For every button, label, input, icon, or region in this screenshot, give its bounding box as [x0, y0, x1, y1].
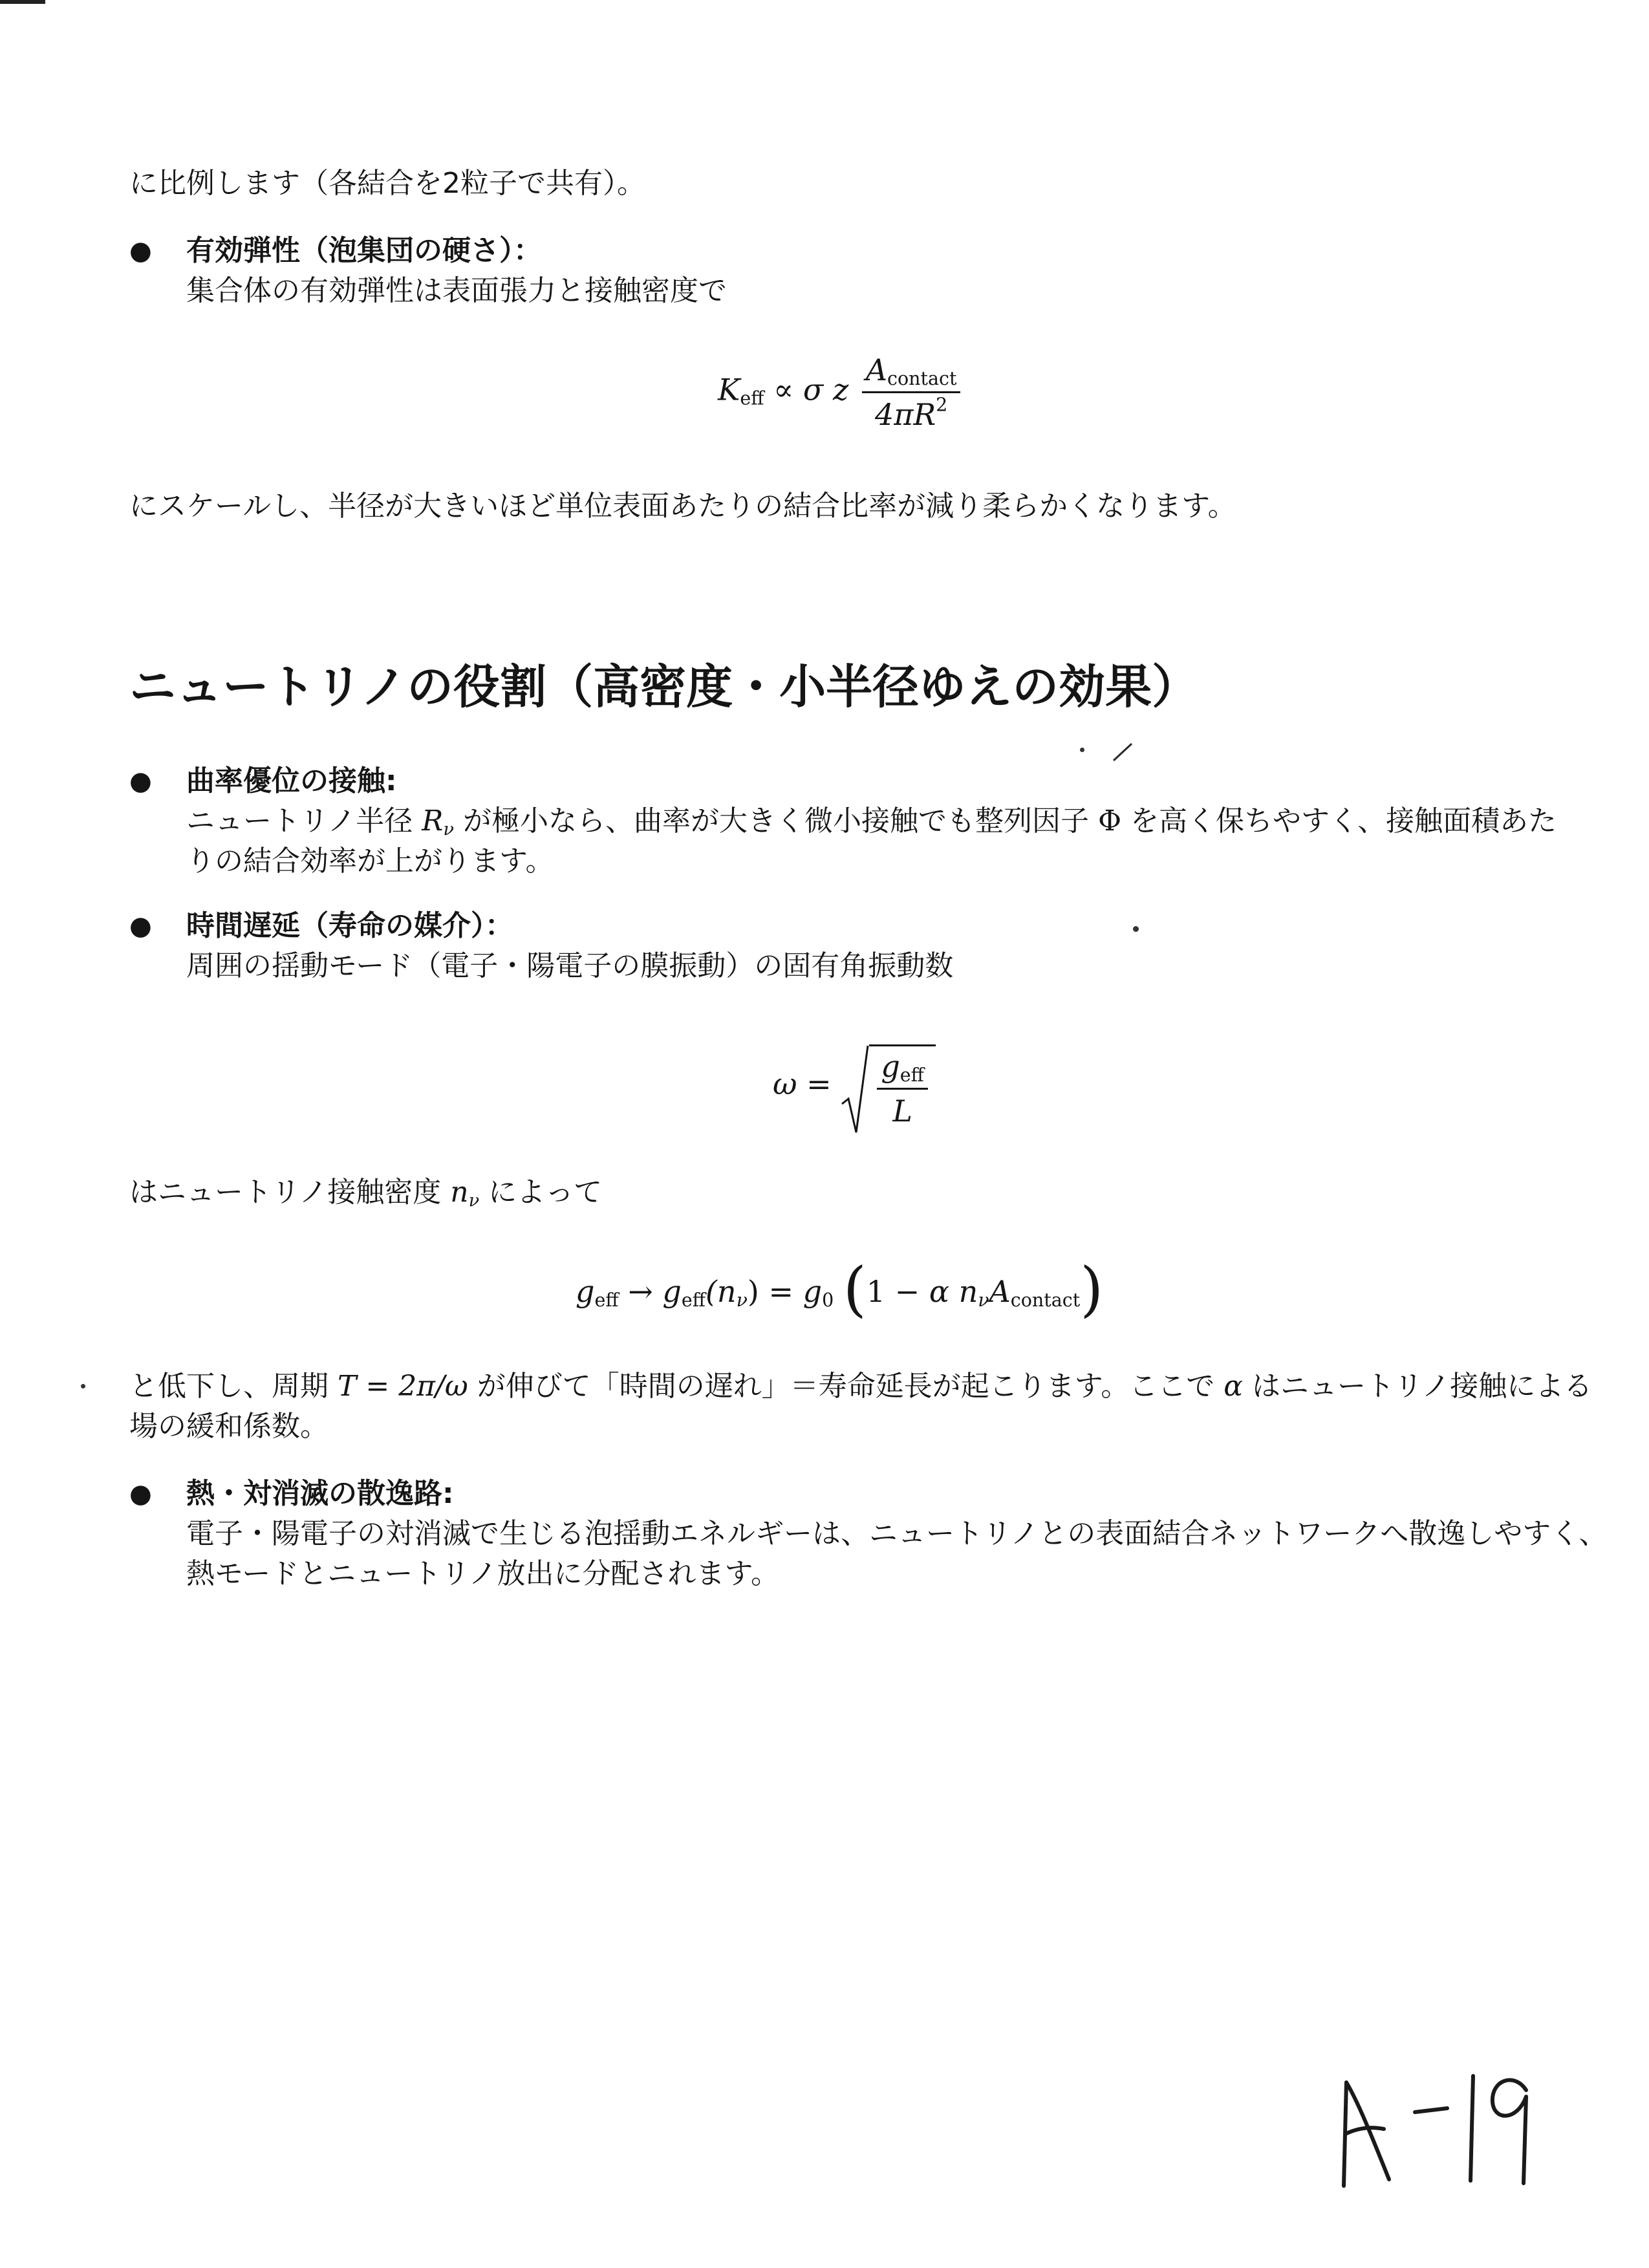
- bullet-title-dissipation: 熱・対消滅の散逸路:: [186, 1477, 454, 1510]
- bullet-title-curvature: 曲率優位の接触:: [186, 764, 397, 797]
- bullet-text-dissipation-line1: 電子・陽電子の対消滅で生じる泡揺動エネルギーは、ニュートリノとの表面結合ネットワークへ散逸しやすく、: [186, 1517, 1608, 1550]
- density-line: はニュートリノ接触密度 $n_\nu$ によって: [129, 1176, 603, 1211]
- intro-line: に比例します（各結合を2粒子で共有）。: [129, 167, 645, 200]
- bullet-text-dissipation-line2: 熱モードとニュートリノ放出に分配されます。: [186, 1557, 779, 1590]
- bullet-text-elasticity: 集合体の有効弾性は表面張力と接触密度で: [186, 274, 727, 307]
- section-heading: ニュートリノの役割（高密度・小半径ゆえの効果）: [129, 660, 1199, 714]
- bullet-dot-icon: ●: [129, 1479, 152, 1509]
- bullet-text-time-delay: 周囲の揺動モード（電子・陽電子の膜振動）の固有角振動数: [186, 949, 954, 982]
- scan-speck: [1133, 926, 1139, 932]
- corner-scan-mark: [0, 0, 45, 4]
- bullet-title-elasticity: 有効弾性（泡集団の硬さ）：: [186, 234, 542, 267]
- scan-stroke: [1111, 741, 1134, 763]
- bullet-text-curvature-line2: りの結合効率が上がります。: [186, 845, 554, 878]
- bullet-title-time-delay: 時間遅延（寿命の媒介）：: [186, 909, 513, 942]
- period-line2: 場の緩和係数。: [129, 1410, 329, 1443]
- handwritten-page-number: [1332, 2057, 1552, 2199]
- scan-speck: [81, 1384, 85, 1388]
- bullet-text-curvature-line1: ニュートリノ半径 $R_\nu$ が極小なら、曲率が大きく微小接触でも整列因子 Φ を高く保ちやすく、接触面積あた: [186, 805, 1557, 839]
- scan-speck: [1080, 748, 1084, 752]
- formula-k-eff: $K_{eff} \propto \sigma$ z $\frac{A_{contact}}{4\pi R^2}$: [718, 352, 964, 432]
- formula-omega: ω = $\frac{g_{eff}}{L}$: [773, 1044, 936, 1129]
- formula-g-eff: $g_{eff} \to g_{eff}(n_\nu) = g_0$ (1 − α $n_\nu A_{contact}$): [576, 1255, 1104, 1324]
- bullet-dot-icon: ●: [129, 911, 152, 941]
- bullet-dot-icon: ●: [129, 236, 152, 266]
- elasticity-explanation: にスケールし、半径が大きいほど単位表面あたりの結合比率が減り柔らかくなります。: [129, 490, 1236, 523]
- period-line1: と低下し、周期 T = 2π/ω が伸びて「時間の遅れ」＝寿命延長が起こります。ここで α はニュートリノ接触による: [129, 1370, 1593, 1403]
- bullet-dot-icon: ●: [129, 766, 152, 796]
